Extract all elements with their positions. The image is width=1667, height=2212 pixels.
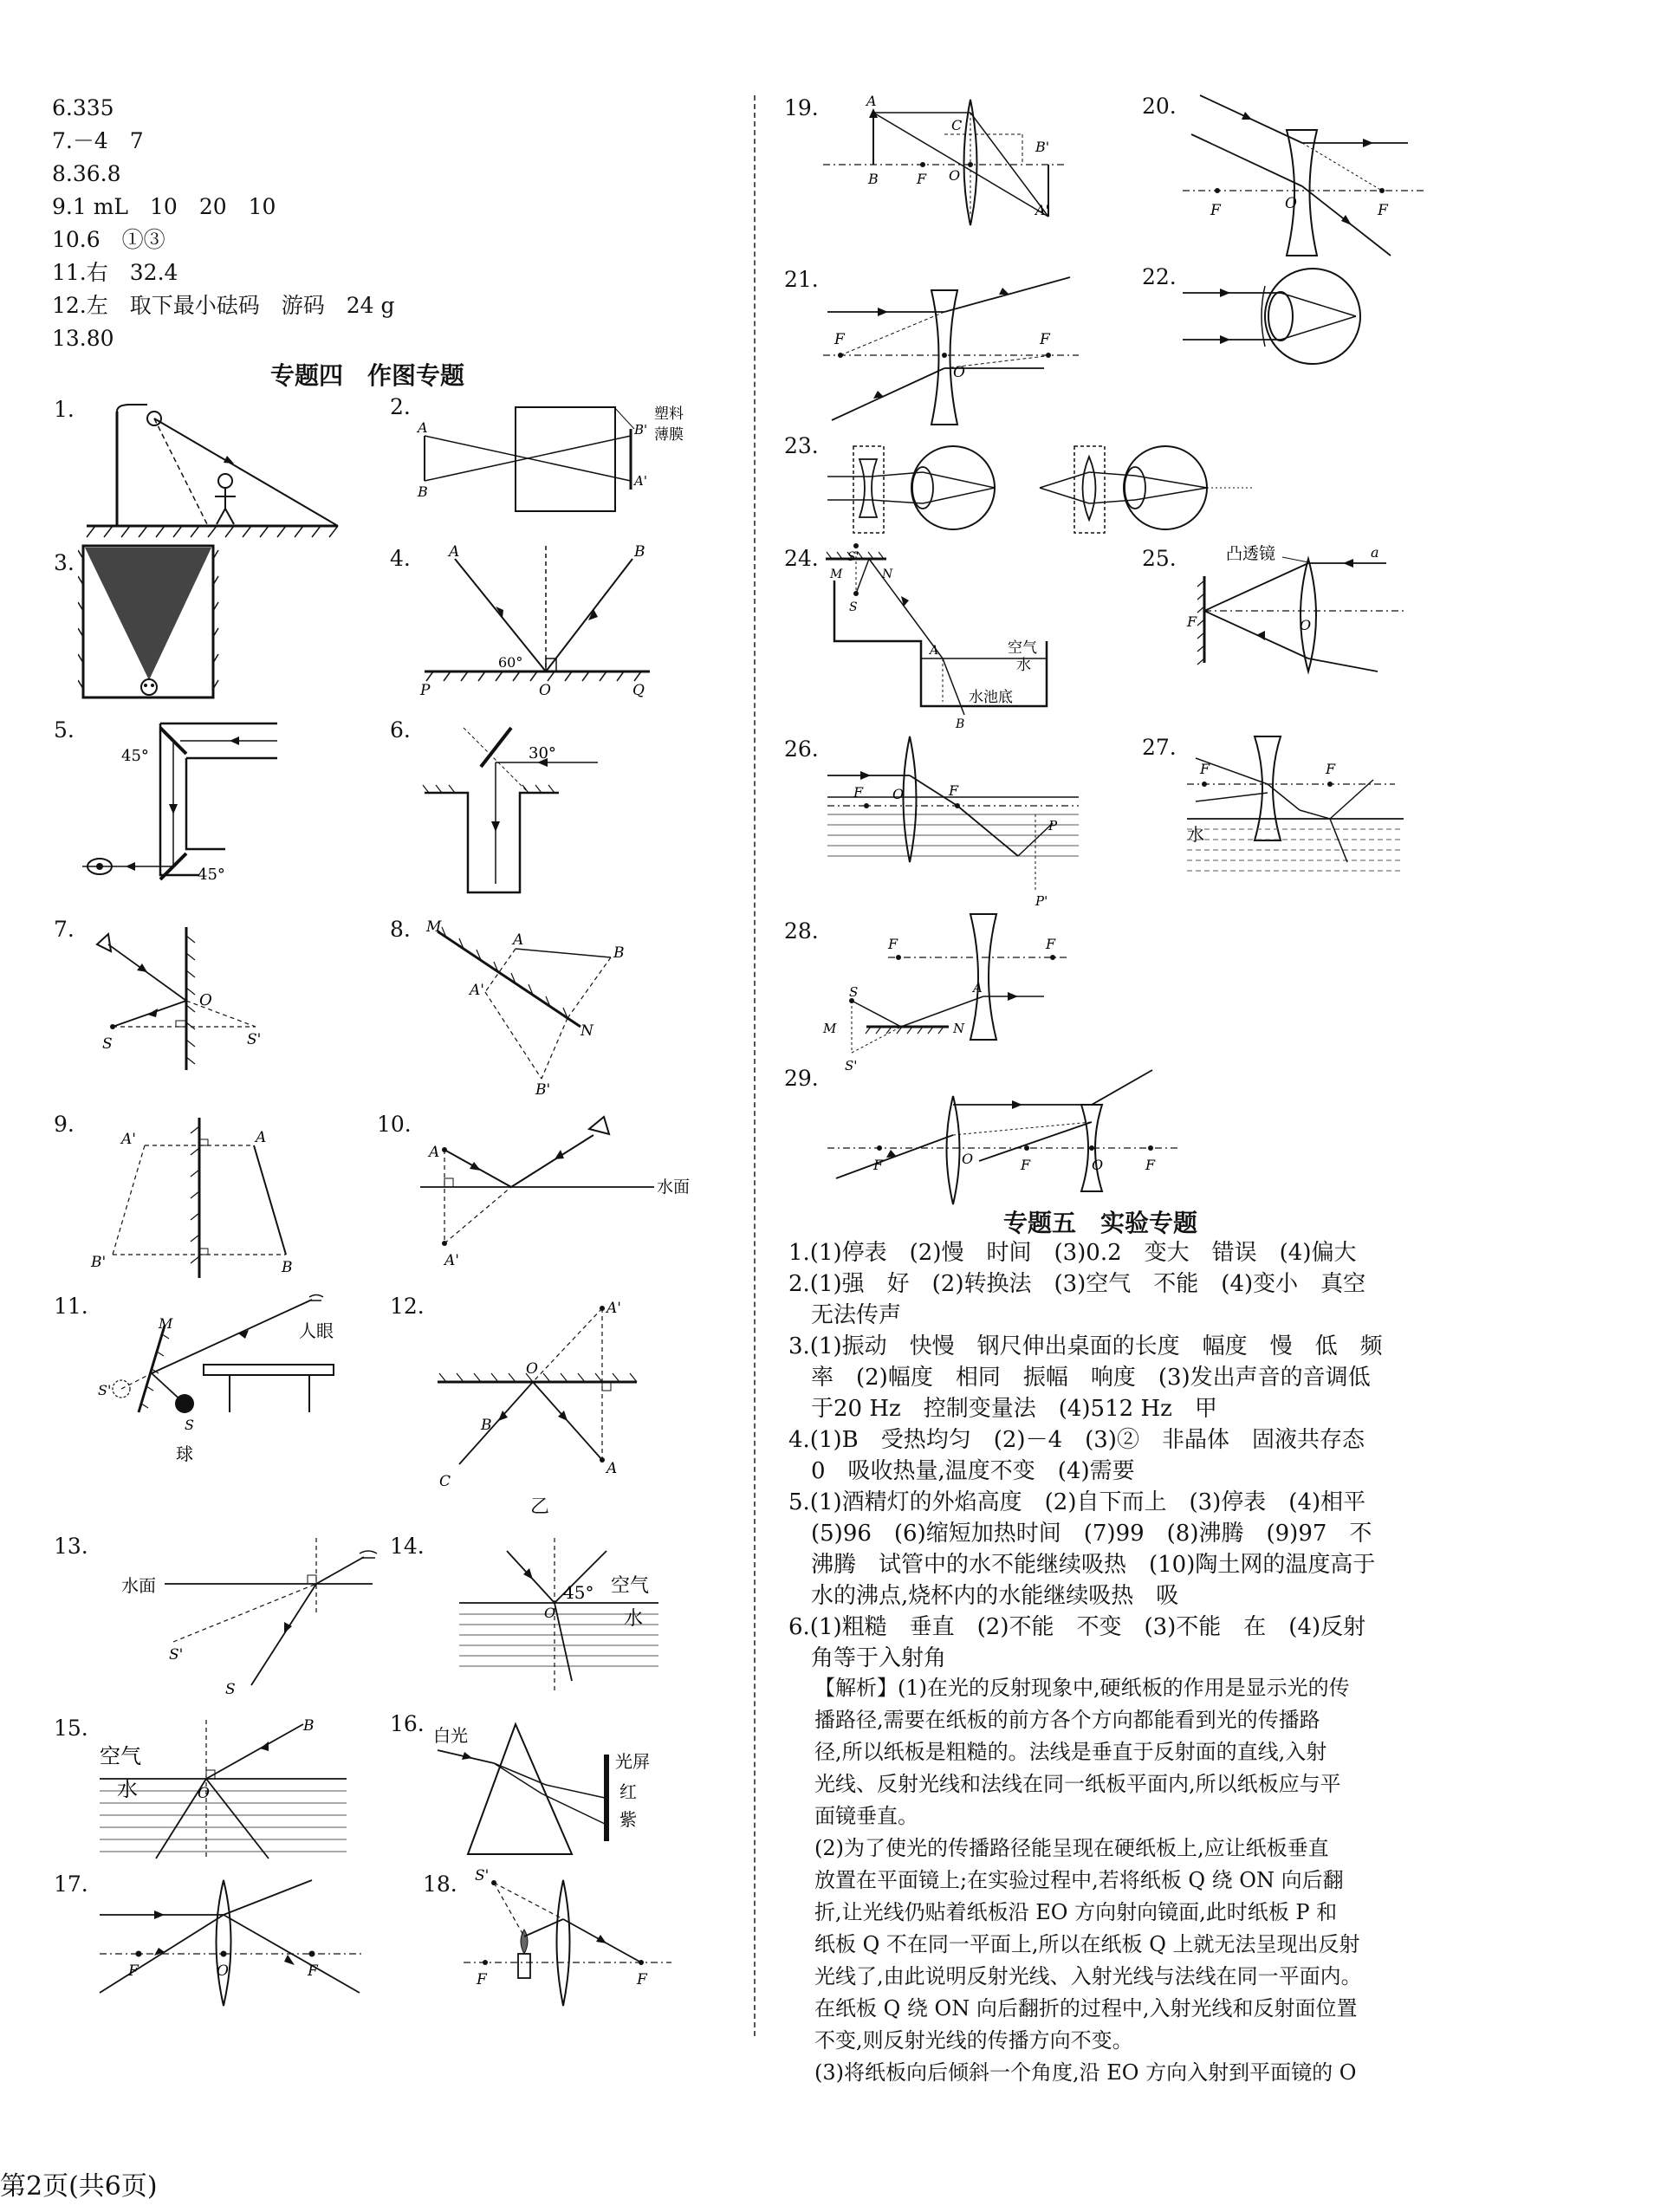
answer-line: 于20 Hz 控制变量法 (4)512 Hz 甲 xyxy=(788,1396,1217,1422)
figure-20 xyxy=(1174,91,1434,264)
figure-22 xyxy=(1178,260,1404,373)
svg-text:B': B' xyxy=(91,1254,107,1271)
svg-text:B: B xyxy=(481,1417,492,1434)
answer-line: 率 (2)幅度 相同 振幅 响度 (3)发出声音的音调低 xyxy=(788,1365,1371,1391)
explanation-line: 放置在平面镜上;在实验过程中,若将纸板 Q 绕 ON 向后翻 xyxy=(814,1868,1344,1892)
svg-text:F: F xyxy=(637,1971,647,1988)
figure-number: 4. xyxy=(390,546,411,571)
svg-text:薄膜: 薄膜 xyxy=(654,426,684,444)
svg-text:红: 红 xyxy=(619,1781,637,1802)
plastic-film-label: 塑料 xyxy=(654,405,684,423)
figure-26 xyxy=(819,728,1096,910)
explanation-line: 不变,则反射光线的传播方向不变。 xyxy=(814,2028,1133,2053)
figure-number: 16. xyxy=(390,1711,425,1736)
svg-text:S: S xyxy=(185,1417,194,1433)
figure-11 xyxy=(82,1287,377,1495)
figure-2 xyxy=(407,394,702,524)
answer-line: 7.－4 7 xyxy=(52,128,144,153)
svg-text:F: F xyxy=(308,1962,318,1980)
svg-text:水池底: 水池底 xyxy=(969,689,1013,706)
svg-text:F: F xyxy=(834,331,845,348)
figure-number: 19. xyxy=(784,95,819,120)
figure-12 xyxy=(429,1291,654,1490)
svg-text:B: B xyxy=(613,944,625,962)
svg-text:O: O xyxy=(949,167,961,184)
figure-number: 15. xyxy=(54,1716,88,1741)
svg-text:O: O xyxy=(953,364,965,381)
figure-number: 27. xyxy=(1142,735,1177,760)
explanation-line: 光线、反射光线和法线在同一纸板平面内,所以纸板应与平 xyxy=(814,1772,1341,1796)
figure-21 xyxy=(819,273,1087,429)
explanation-line: 纸板 Q 不在同一平面上,所以在纸板 Q 上就无法呈现出反射 xyxy=(814,1932,1360,1956)
svg-text:F: F xyxy=(917,171,927,187)
svg-text:S': S' xyxy=(247,1031,262,1048)
svg-text:水: 水 xyxy=(1016,657,1031,674)
svg-text:水面: 水面 xyxy=(657,1177,691,1197)
figure-19 xyxy=(814,87,1074,234)
figure-14 xyxy=(451,1529,667,1703)
figure-number: 22. xyxy=(1142,264,1177,289)
figure-25 xyxy=(1178,542,1421,689)
answer-line: 6.(1)粗糙 垂直 (2)不能 不变 (3)不能 在 (4)反射 xyxy=(788,1614,1366,1640)
svg-text:A: A xyxy=(973,980,983,996)
svg-text:人眼: 人眼 xyxy=(299,1320,334,1341)
svg-text:B: B xyxy=(282,1259,293,1276)
svg-text:A: A xyxy=(449,543,460,561)
svg-text:F: F xyxy=(1145,1157,1156,1173)
svg-text:S': S' xyxy=(847,550,859,564)
figure-5 xyxy=(78,719,286,905)
svg-text:F: F xyxy=(128,1962,139,1980)
svg-text:光屏: 光屏 xyxy=(615,1751,650,1772)
figure-number: 24. xyxy=(784,546,819,571)
figure-29 xyxy=(823,1061,1187,1209)
figure-sublabel: 乙 xyxy=(530,1496,550,1518)
svg-text:紫: 紫 xyxy=(619,1809,637,1830)
svg-text:A: A xyxy=(429,1144,440,1161)
figure-number: 23. xyxy=(784,433,819,458)
figure-number: 9. xyxy=(54,1112,75,1137)
svg-text:O: O xyxy=(962,1151,974,1167)
figure-28 xyxy=(819,910,1079,1083)
answer-line: 6.335 xyxy=(52,95,114,120)
svg-text:F: F xyxy=(1040,331,1050,348)
figure-number: 20. xyxy=(1142,94,1177,119)
svg-text:M: M xyxy=(426,918,442,936)
svg-text:O: O xyxy=(217,1962,229,1980)
svg-text:M: M xyxy=(159,1315,173,1332)
svg-text:O: O xyxy=(526,1360,538,1378)
svg-text:白光: 白光 xyxy=(433,1725,468,1746)
figure-number: 21. xyxy=(784,267,819,292)
figure-number: 26. xyxy=(784,736,819,762)
figure-17 xyxy=(95,1871,373,2010)
figure-6 xyxy=(416,719,606,901)
svg-text:P: P xyxy=(1048,818,1058,834)
figure-number: 8. xyxy=(390,917,411,942)
figure-number: 11. xyxy=(54,1294,88,1319)
svg-text:F: F xyxy=(1326,761,1336,777)
svg-text:A: A xyxy=(606,1460,618,1477)
explanation-line: 在纸板 Q 绕 ON 向后翻折的过程中,入射光线和反射面位置 xyxy=(814,1996,1358,2021)
figure-9 xyxy=(82,1109,334,1282)
svg-text:S': S' xyxy=(845,1058,858,1074)
answer-line: 无法传声 xyxy=(788,1302,902,1328)
svg-text:O: O xyxy=(1285,195,1297,212)
svg-text:S': S' xyxy=(98,1382,112,1398)
explanation-line: 折,让光线仍贴着纸板沿 EO 方向射向镜面,此时纸板 P 和 xyxy=(814,1900,1338,1924)
svg-text:a: a xyxy=(1371,544,1379,561)
figure-number: 28. xyxy=(784,918,819,944)
explanation-line: 播路径,需要在纸板的前方各个方向都能看到光的传播路 xyxy=(814,1708,1320,1732)
figure-number: 14. xyxy=(390,1534,425,1559)
answer-line: 12.左 取下最小砝码 游码 24 g xyxy=(52,293,395,318)
svg-text:45°: 45° xyxy=(198,866,225,884)
svg-text:45°: 45° xyxy=(121,747,149,765)
svg-text:F: F xyxy=(1046,936,1056,952)
answer-line: 9.1 mL 10 20 10 xyxy=(52,194,276,219)
explanation-line: 【解析】(1)在光的反射现象中,硬纸板的作用是显示光的传 xyxy=(814,1676,1350,1700)
svg-text:O: O xyxy=(892,786,905,802)
figure-24 xyxy=(821,542,1073,732)
svg-text:F: F xyxy=(477,1971,487,1988)
answer-line: 11.右 32.4 xyxy=(52,260,178,285)
svg-text:水: 水 xyxy=(117,1777,138,1801)
answer-line: 10.6 ①③ xyxy=(52,227,165,252)
figure-16 xyxy=(433,1711,676,1863)
svg-text:30°: 30° xyxy=(529,744,556,762)
svg-text:A: A xyxy=(418,419,428,436)
svg-text:Q: Q xyxy=(632,682,645,699)
svg-text:A: A xyxy=(513,931,524,949)
svg-text:A': A' xyxy=(444,1252,459,1269)
svg-text:M: M xyxy=(823,1021,837,1036)
figure-8 xyxy=(416,914,658,1096)
figure-number: 6. xyxy=(390,717,411,743)
answer-line: 4.(1)B 受热均匀 (2)－4 (3)② 非晶体 固液共存态 xyxy=(788,1427,1365,1453)
svg-text:B: B xyxy=(634,543,645,561)
svg-text:O: O xyxy=(198,1785,210,1802)
answer-line: 2.(1)强 好 (2)转换法 (3)空气 不能 (4)变小 真空 xyxy=(788,1271,1366,1297)
svg-text:F: F xyxy=(1187,613,1197,630)
column-divider xyxy=(754,95,756,2036)
svg-text:水: 水 xyxy=(624,1608,644,1630)
svg-text:S: S xyxy=(849,984,859,1000)
svg-text:空气: 空气 xyxy=(100,1744,141,1768)
answer-line: (5)96 (6)缩短加热时间 (7)99 (8)沸腾 (9)97 不 xyxy=(788,1521,1372,1547)
explanation-line: (2)为了使光的传播路径能呈现在硬纸板上,应让纸板垂直 xyxy=(814,1836,1329,1860)
svg-text:O: O xyxy=(544,1605,556,1621)
svg-text:A: A xyxy=(256,1129,267,1146)
explanation-line: 光线了,由此说明反射光线、入射光线与法线在同一平面内。 xyxy=(814,1964,1362,1988)
svg-text:B: B xyxy=(418,483,428,500)
svg-text:45°: 45° xyxy=(563,1582,594,1603)
svg-text:球: 球 xyxy=(176,1443,193,1464)
answer-line: 沸腾 试管中的水不能继续吸热 (10)陶土网的温度高于 xyxy=(788,1552,1376,1578)
page-footer: 第2页(共6页) xyxy=(0,2171,158,2202)
figure-15 xyxy=(95,1711,355,1863)
svg-text:F: F xyxy=(888,936,898,952)
svg-text:M: M xyxy=(830,568,843,581)
svg-text:A: A xyxy=(930,644,939,658)
svg-text:O: O xyxy=(199,991,212,1009)
figure-10 xyxy=(412,1105,732,1269)
svg-text:B: B xyxy=(303,1717,315,1735)
svg-text:凸透镜: 凸透镜 xyxy=(1226,544,1276,563)
svg-text:F: F xyxy=(1200,761,1210,777)
svg-text:N: N xyxy=(953,1021,965,1036)
explanation-line: 面镜垂直。 xyxy=(814,1804,918,1828)
svg-text:N: N xyxy=(581,1022,594,1040)
answer-line: 13.80 xyxy=(52,326,114,351)
svg-text:C: C xyxy=(439,1473,451,1490)
svg-text:A': A' xyxy=(121,1131,136,1148)
figure-number: 3. xyxy=(54,550,75,575)
figure-number: 5. xyxy=(54,717,75,743)
svg-text:F: F xyxy=(1210,202,1221,219)
figure-number: 7. xyxy=(54,917,75,942)
svg-text:A': A' xyxy=(606,1300,621,1317)
svg-text:B': B' xyxy=(535,1081,551,1096)
experiment-answers xyxy=(788,1237,1383,1674)
svg-text:水面: 水面 xyxy=(121,1575,156,1596)
svg-text:60°: 60° xyxy=(498,654,523,671)
figure-27 xyxy=(1178,732,1412,888)
figure-13 xyxy=(113,1529,399,1703)
svg-text:B': B' xyxy=(634,422,648,438)
answer-line: 水的沸点,烧杯内的水能继续吸热 吸 xyxy=(788,1583,1179,1609)
figure-3 xyxy=(78,542,225,702)
answer-line: 8.36.8 xyxy=(52,161,121,186)
svg-text:O: O xyxy=(539,682,551,699)
svg-text:N: N xyxy=(882,568,893,581)
figure-4 xyxy=(416,537,676,710)
answer-line: 3.(1)振动 快慢 钢尺伸出桌面的长度 幅度 慢 低 频 xyxy=(788,1333,1383,1359)
figure-number: 10. xyxy=(377,1112,412,1137)
answer-line: 角等于入射角 xyxy=(788,1645,947,1671)
svg-text:空气: 空气 xyxy=(1008,639,1037,657)
figure-number: 1. xyxy=(54,397,75,422)
svg-text:P': P' xyxy=(1035,893,1048,909)
section-title: 专题四 作图专题 xyxy=(270,361,465,390)
svg-text:水: 水 xyxy=(1187,824,1204,845)
answer-line: 5.(1)酒精灯的外焰高度 (2)自下而上 (3)停表 (4)相平 xyxy=(788,1489,1366,1515)
explanation-line: 径,所以纸板是粗糙的。法线是垂直于反射面的直线,入射 xyxy=(814,1740,1327,1764)
svg-text:P: P xyxy=(420,682,431,699)
svg-text:F: F xyxy=(949,782,959,799)
svg-text:F: F xyxy=(853,784,864,801)
answer-line: 1.(1)停表 (2)慢 时间 (3)0.2 变大 错误 (4)偏大 xyxy=(788,1240,1357,1266)
figure-number: 18. xyxy=(423,1871,457,1897)
figure-number: 13. xyxy=(54,1534,88,1559)
figure-number: 29. xyxy=(784,1066,819,1091)
svg-text:A': A' xyxy=(470,982,484,999)
explanation xyxy=(814,1672,1362,2089)
svg-text:O: O xyxy=(1300,617,1312,633)
explanation-line: (3)将纸板向后倾斜一个角度,沿 EO 方向入射到平面镜的 O xyxy=(814,2060,1357,2085)
svg-text:F: F xyxy=(1021,1157,1031,1173)
svg-text:A': A' xyxy=(634,473,647,489)
svg-text:C: C xyxy=(951,117,963,133)
figure-1 xyxy=(78,394,355,542)
svg-text:B': B' xyxy=(1035,139,1050,155)
figure-number: 12. xyxy=(390,1294,425,1319)
svg-text:S': S' xyxy=(475,1867,490,1884)
figure-number: 25. xyxy=(1142,546,1177,571)
figure-7 xyxy=(78,918,286,1074)
svg-text:B: B xyxy=(868,171,879,187)
figure-number: 17. xyxy=(54,1871,88,1897)
svg-text:A: A xyxy=(866,93,877,109)
svg-text:S': S' xyxy=(169,1646,184,1664)
svg-text:F: F xyxy=(873,1157,884,1173)
section-title: 专题五 实验专题 xyxy=(1003,1209,1198,1237)
svg-text:S: S xyxy=(225,1681,236,1698)
svg-text:F: F xyxy=(1378,202,1388,219)
answer-line: 0 吸收热量,温度不变 (4)需要 xyxy=(788,1458,1135,1484)
svg-text:S: S xyxy=(102,1035,113,1053)
svg-text:S: S xyxy=(849,600,858,614)
svg-text:O: O xyxy=(1092,1157,1104,1173)
svg-text:B: B xyxy=(956,717,965,731)
figure-18 xyxy=(459,1867,676,2014)
svg-text:A': A' xyxy=(1035,202,1049,218)
figure-23 xyxy=(823,438,1265,537)
svg-text:空气: 空气 xyxy=(611,1575,650,1597)
figure-number: 2. xyxy=(390,394,411,419)
